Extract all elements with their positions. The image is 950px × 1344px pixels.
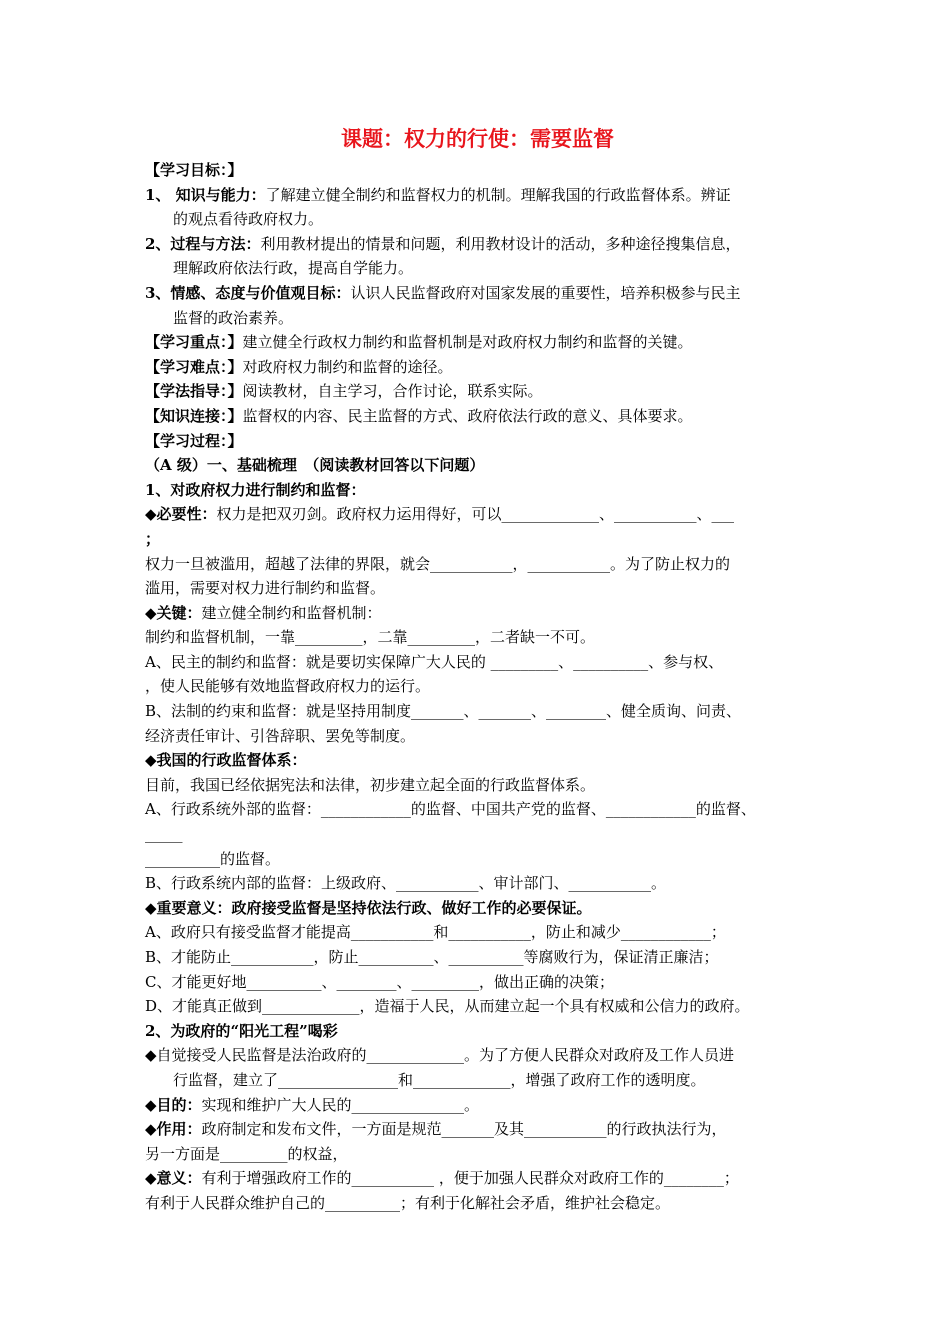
- line-text: 政府制定和发布文件，一方面是规范_______及其___________的行政执法行为，: [201, 1120, 727, 1139]
- bold-label: （A 级）一、基础梳理 （阅读教材回答以下问题）: [145, 456, 485, 475]
- text-line: [145, 748, 810, 773]
- line-text: B、行政系统内部的监督：上级政府、___________、审计部门、___________。: [145, 874, 667, 893]
- bold-label: 【学法指导：】: [145, 382, 243, 401]
- text-line: [145, 601, 810, 626]
- bold-label: 【学习目标：】: [145, 161, 243, 179]
- text-line: [145, 797, 810, 822]
- text-line: [145, 871, 810, 896]
- line-text: 建立健全制约和监督机制：: [201, 603, 382, 622]
- line-text: 有利于增强政府工作的___________ ，便于加强人民群众对政府工作的________；: [201, 1169, 739, 1188]
- text-line: [145, 1191, 810, 1216]
- line-text: 有利于人民群众维护自己的__________；有利于化解社会矛盾，维护社会稳定。: [145, 1193, 671, 1212]
- line-text: 权力是把双刃剑。政府权力运用得好，可以_____________、___________、___: [216, 505, 735, 524]
- line-text: 行监督，建立了________________和_____________，增强了政府工作的透明度。: [173, 1070, 706, 1089]
- bold-label: 2、为政府的“阳光工程”喝彩: [145, 1021, 338, 1040]
- line-text: 监督的政治素养。: [173, 308, 294, 327]
- text-line: [145, 699, 810, 724]
- text-line: [145, 822, 810, 847]
- line-text: D、才能真正做到_____________，造福于人民，从而建立起一个具有权威和公信力的政府。: [145, 997, 750, 1016]
- bold-label: 【学习难点：】: [145, 357, 243, 376]
- text-line: [145, 1142, 810, 1167]
- line-text: 权力一旦被滥用，超越了法律的界限，就会___________，___________。为了防止权力的: [145, 554, 731, 573]
- text-line: [145, 576, 810, 601]
- text-line: [145, 207, 810, 232]
- text-line: [145, 896, 810, 921]
- line-text: 监督权的内容、民主监督的方式、政府依法行政的意义、具体要求。: [242, 406, 693, 425]
- line-text: 对政府权力制约和监督的途径。: [242, 357, 453, 376]
- line-text: A、行政系统外部的监督：____________的监督、中国共产党的监督、____________的监督、: [145, 800, 756, 819]
- text-line: [145, 724, 810, 749]
- bold-label: ；: [145, 529, 161, 548]
- bold-label: ◆必要性：: [145, 505, 217, 524]
- line-text: _____: [145, 825, 183, 844]
- line-text: A、民主的制约和监督：就是要切实保障广大人民的 _________、__________、参与权、: [145, 652, 724, 671]
- document-page: [145, 118, 810, 1216]
- document-body: [145, 158, 810, 1216]
- bold-label: ◆意义：: [145, 1169, 202, 1188]
- text-line: [145, 994, 810, 1019]
- text-line: [145, 1068, 810, 1093]
- text-line: [145, 1019, 810, 1044]
- text-line: [145, 920, 810, 945]
- text-line: [145, 625, 810, 650]
- text-line: [145, 502, 810, 527]
- text-line: [145, 773, 810, 798]
- line-text: 经济责任审计、引咎辞职、罢免等制度。: [145, 726, 416, 745]
- text-line: [145, 945, 810, 970]
- bold-label: 【学习重点：】: [145, 333, 243, 352]
- text-line: [145, 281, 810, 306]
- page-title: 课题：权力的行使：需要监督: [341, 127, 614, 151]
- line-text: 目前，我国已经依据宪法和法律，初步建立起全面的行政监督体系。: [145, 775, 596, 794]
- bold-label: 1、 知识与能力：: [145, 185, 266, 204]
- text-line: [145, 429, 810, 454]
- line-text: ◆自觉接受人民监督是法治政府的_____________。为了方便人民群众对政府及工作人员进: [145, 1046, 735, 1065]
- bold-label: ◆关键：: [145, 603, 202, 622]
- text-line: [145, 674, 810, 699]
- line-text: B、法制的约束和监督：就是坚持用制度_______、_______、________、健全质询、问责、: [145, 702, 742, 721]
- line-text: C、才能更好地__________、________、_________，做出正确的决策；: [145, 972, 614, 991]
- bold-label: 【知识连接：】: [145, 406, 243, 425]
- text-line: [145, 379, 810, 404]
- line-text: 制约和监督机制，一靠_________，二靠_________，二者缺一不可。: [145, 628, 596, 647]
- line-text: 了解建立健全制约和监督权力的机制。理解我国的行政监督体系。辨证: [265, 185, 731, 204]
- text-line: [145, 306, 810, 331]
- line-text: 阅读教材，自主学习，合作讨论，联系实际。: [242, 382, 543, 401]
- line-text: 理解政府依法行政，提高自学能力。: [173, 259, 414, 278]
- text-line: [145, 527, 810, 552]
- text-line: [145, 404, 810, 429]
- line-text: 建立健全行政权力制约和监督机制是对政府权力制约和监督的关键。: [242, 333, 693, 352]
- text-line: [145, 355, 810, 380]
- text-line: [145, 1117, 810, 1142]
- text-line: [145, 970, 810, 995]
- bold-label: 2、过程与方法：: [145, 234, 261, 253]
- text-line: [145, 1166, 810, 1191]
- line-text: 实现和维护广大人民的_______________。: [201, 1095, 480, 1114]
- text-line: [145, 650, 810, 675]
- line-text: A、政府只有接受监督才能提高___________和___________，防止和减少____________；: [145, 923, 726, 942]
- line-text: B、才能防止___________，防止__________、__________等腐败行为，保证清正廉洁；: [145, 948, 719, 966]
- text-line: [145, 453, 810, 478]
- text-line: [145, 232, 810, 257]
- text-line: [145, 1093, 810, 1118]
- text-line: [145, 552, 810, 577]
- text-line: [145, 478, 810, 503]
- bold-label: ◆我国的行政监督体系：: [145, 751, 307, 770]
- text-line: [145, 330, 810, 355]
- line-text: ，使人民能够有效地监督政府权力的运行。: [145, 677, 431, 696]
- line-text: 另一方面是_________的权益，: [145, 1144, 348, 1163]
- bold-label: ◆目的：: [145, 1095, 202, 1114]
- text-line: [145, 847, 810, 872]
- line-text: __________的监督。: [145, 849, 281, 868]
- bold-label: 3、情感、态度与价值观目标：: [145, 283, 351, 302]
- line-text: 滥用，需要对权力进行制约和监督。: [145, 579, 386, 598]
- text-line: [145, 1043, 810, 1068]
- bold-label: 1、对政府权力进行制约和监督：: [145, 480, 366, 499]
- line-text: 认识人民监督政府对国家发展的重要性，培养积极参与民主: [350, 283, 741, 302]
- text-line: [145, 183, 810, 208]
- bold-label: 【学习过程：】: [145, 431, 243, 450]
- bold-label: ◆重要意义：政府接受监督是坚持依法行政、做好工作的必要保证。: [145, 898, 592, 917]
- bold-label: ◆作用：: [145, 1120, 202, 1139]
- line-text: 利用教材提出的情景和问题，利用教材设计的活动，多种途径搜集信息，: [260, 234, 741, 253]
- line-text: 的观点看待政府权力。: [173, 210, 324, 229]
- text-line: [145, 256, 810, 281]
- text-line: [145, 158, 810, 183]
